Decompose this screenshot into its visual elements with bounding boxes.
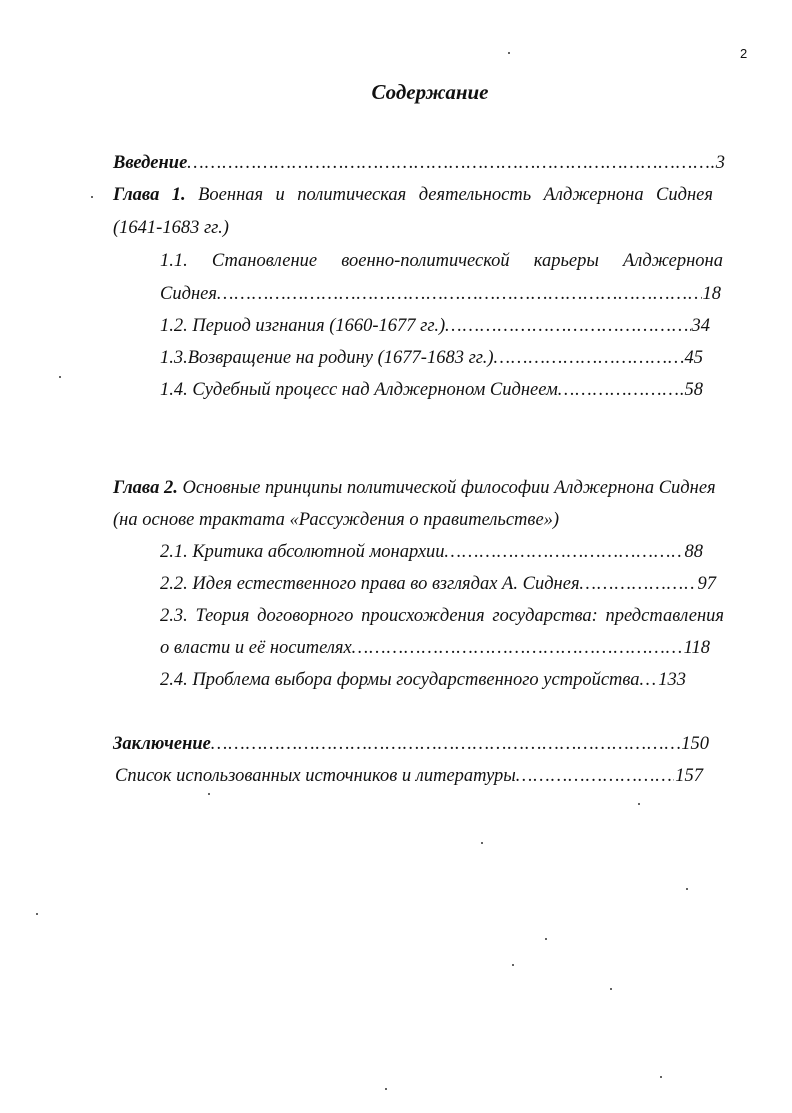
toc-section-2-3-line2 <box>160 636 710 660</box>
toc-section-1-4 <box>160 378 703 402</box>
toc-conclusion-page: 150 <box>681 734 709 754</box>
toc-entry-intro <box>113 151 725 175</box>
toc-chapter1-title: Военная и политическая деятельность Алджернона Сиднея <box>198 185 713 205</box>
toc-section-1-3-page: 45 <box>684 348 703 368</box>
toc-chapter2-line2: (на основе трактата «Рассуждения о правительстве») <box>113 510 560 530</box>
toc-section-2-4-page: 133 <box>658 670 686 690</box>
page-number: 2 <box>740 46 748 61</box>
toc-section-2-4-label: 2.4. Проблема выбора формы государственного устройства <box>160 670 640 690</box>
toc-section-1-4-label: 1.4. Судебный процесс над Алджерноном Сиднеем <box>160 380 558 400</box>
scan-speck <box>512 964 514 966</box>
toc-chapter1-prefix: Глава 1. <box>113 185 186 205</box>
toc-section-1-1-label: Сиднея <box>160 284 217 304</box>
scan-speck <box>481 842 483 844</box>
toc-leader-dots <box>187 151 714 175</box>
scan-speck <box>638 803 640 805</box>
toc-section-1-2-page: 34 <box>691 316 710 336</box>
toc-section-2-2-page: 97 <box>697 574 716 594</box>
toc-section-1-1-page: 18 <box>702 284 721 304</box>
toc-conclusion-label: Заключение <box>113 734 211 754</box>
toc-chapter2-line1 <box>113 476 716 500</box>
toc-section-2-3-line1: 2.3. Теория договорного происхождения государства: представления <box>160 606 724 626</box>
toc-chapter1-line2: (1641-1683 гг.) <box>113 218 229 238</box>
toc-entry-conclusion <box>113 732 709 756</box>
scan-speck <box>610 988 612 990</box>
toc-chapter2-title: Основные принципы политической философии Алджернона Сиднея <box>182 478 716 498</box>
toc-section-1-2 <box>160 314 710 338</box>
scan-speck <box>660 1076 662 1078</box>
toc-section-2-1-page: 88 <box>684 542 703 562</box>
toc-section-1-4-page: 58 <box>684 380 703 400</box>
toc-section-2-1 <box>160 540 703 564</box>
scan-speck <box>59 376 61 378</box>
page-title: Содержание <box>371 80 489 104</box>
toc-leader-dots <box>558 378 684 402</box>
toc-sources-page: 157 <box>675 766 703 786</box>
toc-intro-label: Введение <box>113 153 188 173</box>
toc-leader-dots <box>494 346 684 370</box>
toc-section-1-1-line1: 1.1. Становление военно-политической карьеры Алджернона <box>160 251 723 271</box>
toc-section-1-3-label: 1.3.Возвращение на родину (1677-1683 гг.) <box>160 348 494 368</box>
scan-speck <box>508 52 510 54</box>
scan-speck <box>545 938 547 940</box>
toc-section-2-3-page: 118 <box>683 638 710 658</box>
toc-chapter2-prefix: Глава 2. <box>113 478 178 498</box>
scan-speck <box>91 196 93 198</box>
toc-leader-dots <box>445 314 690 338</box>
toc-leader-dots <box>640 668 658 692</box>
scan-speck <box>208 793 210 795</box>
toc-section-1-3 <box>160 346 703 370</box>
toc-section-1-2-label: 1.2. Период изгнания (1660-1677 гг.) <box>160 316 446 336</box>
toc-leader-dots <box>445 540 684 564</box>
toc-section-2-2-label: 2.2. Идея естественного права во взглядах А. Сиднея <box>160 574 580 594</box>
toc-section-2-4 <box>160 668 686 692</box>
toc-leader-dots <box>217 282 702 306</box>
toc-section-2-1-label: 2.1. Критика абсолютной монархии <box>160 542 445 562</box>
scan-speck <box>36 913 38 915</box>
toc-intro-page: 3 <box>715 153 725 173</box>
toc-leader-dots <box>516 764 674 788</box>
toc-section-2-2 <box>160 572 716 596</box>
scan-speck <box>686 888 688 890</box>
scan-speck <box>385 1088 387 1090</box>
toc-section-2-3-label: о власти и её носителях <box>160 638 352 658</box>
toc-leader-dots <box>580 572 697 596</box>
toc-leader-dots <box>211 732 680 756</box>
toc-section-1-1-line2 <box>160 282 721 306</box>
toc-leader-dots <box>352 636 683 660</box>
toc-entry-sources <box>115 764 703 788</box>
toc-chapter1-line1 <box>113 183 713 207</box>
toc-sources-label: Список использованных источников и литературы <box>115 766 516 786</box>
